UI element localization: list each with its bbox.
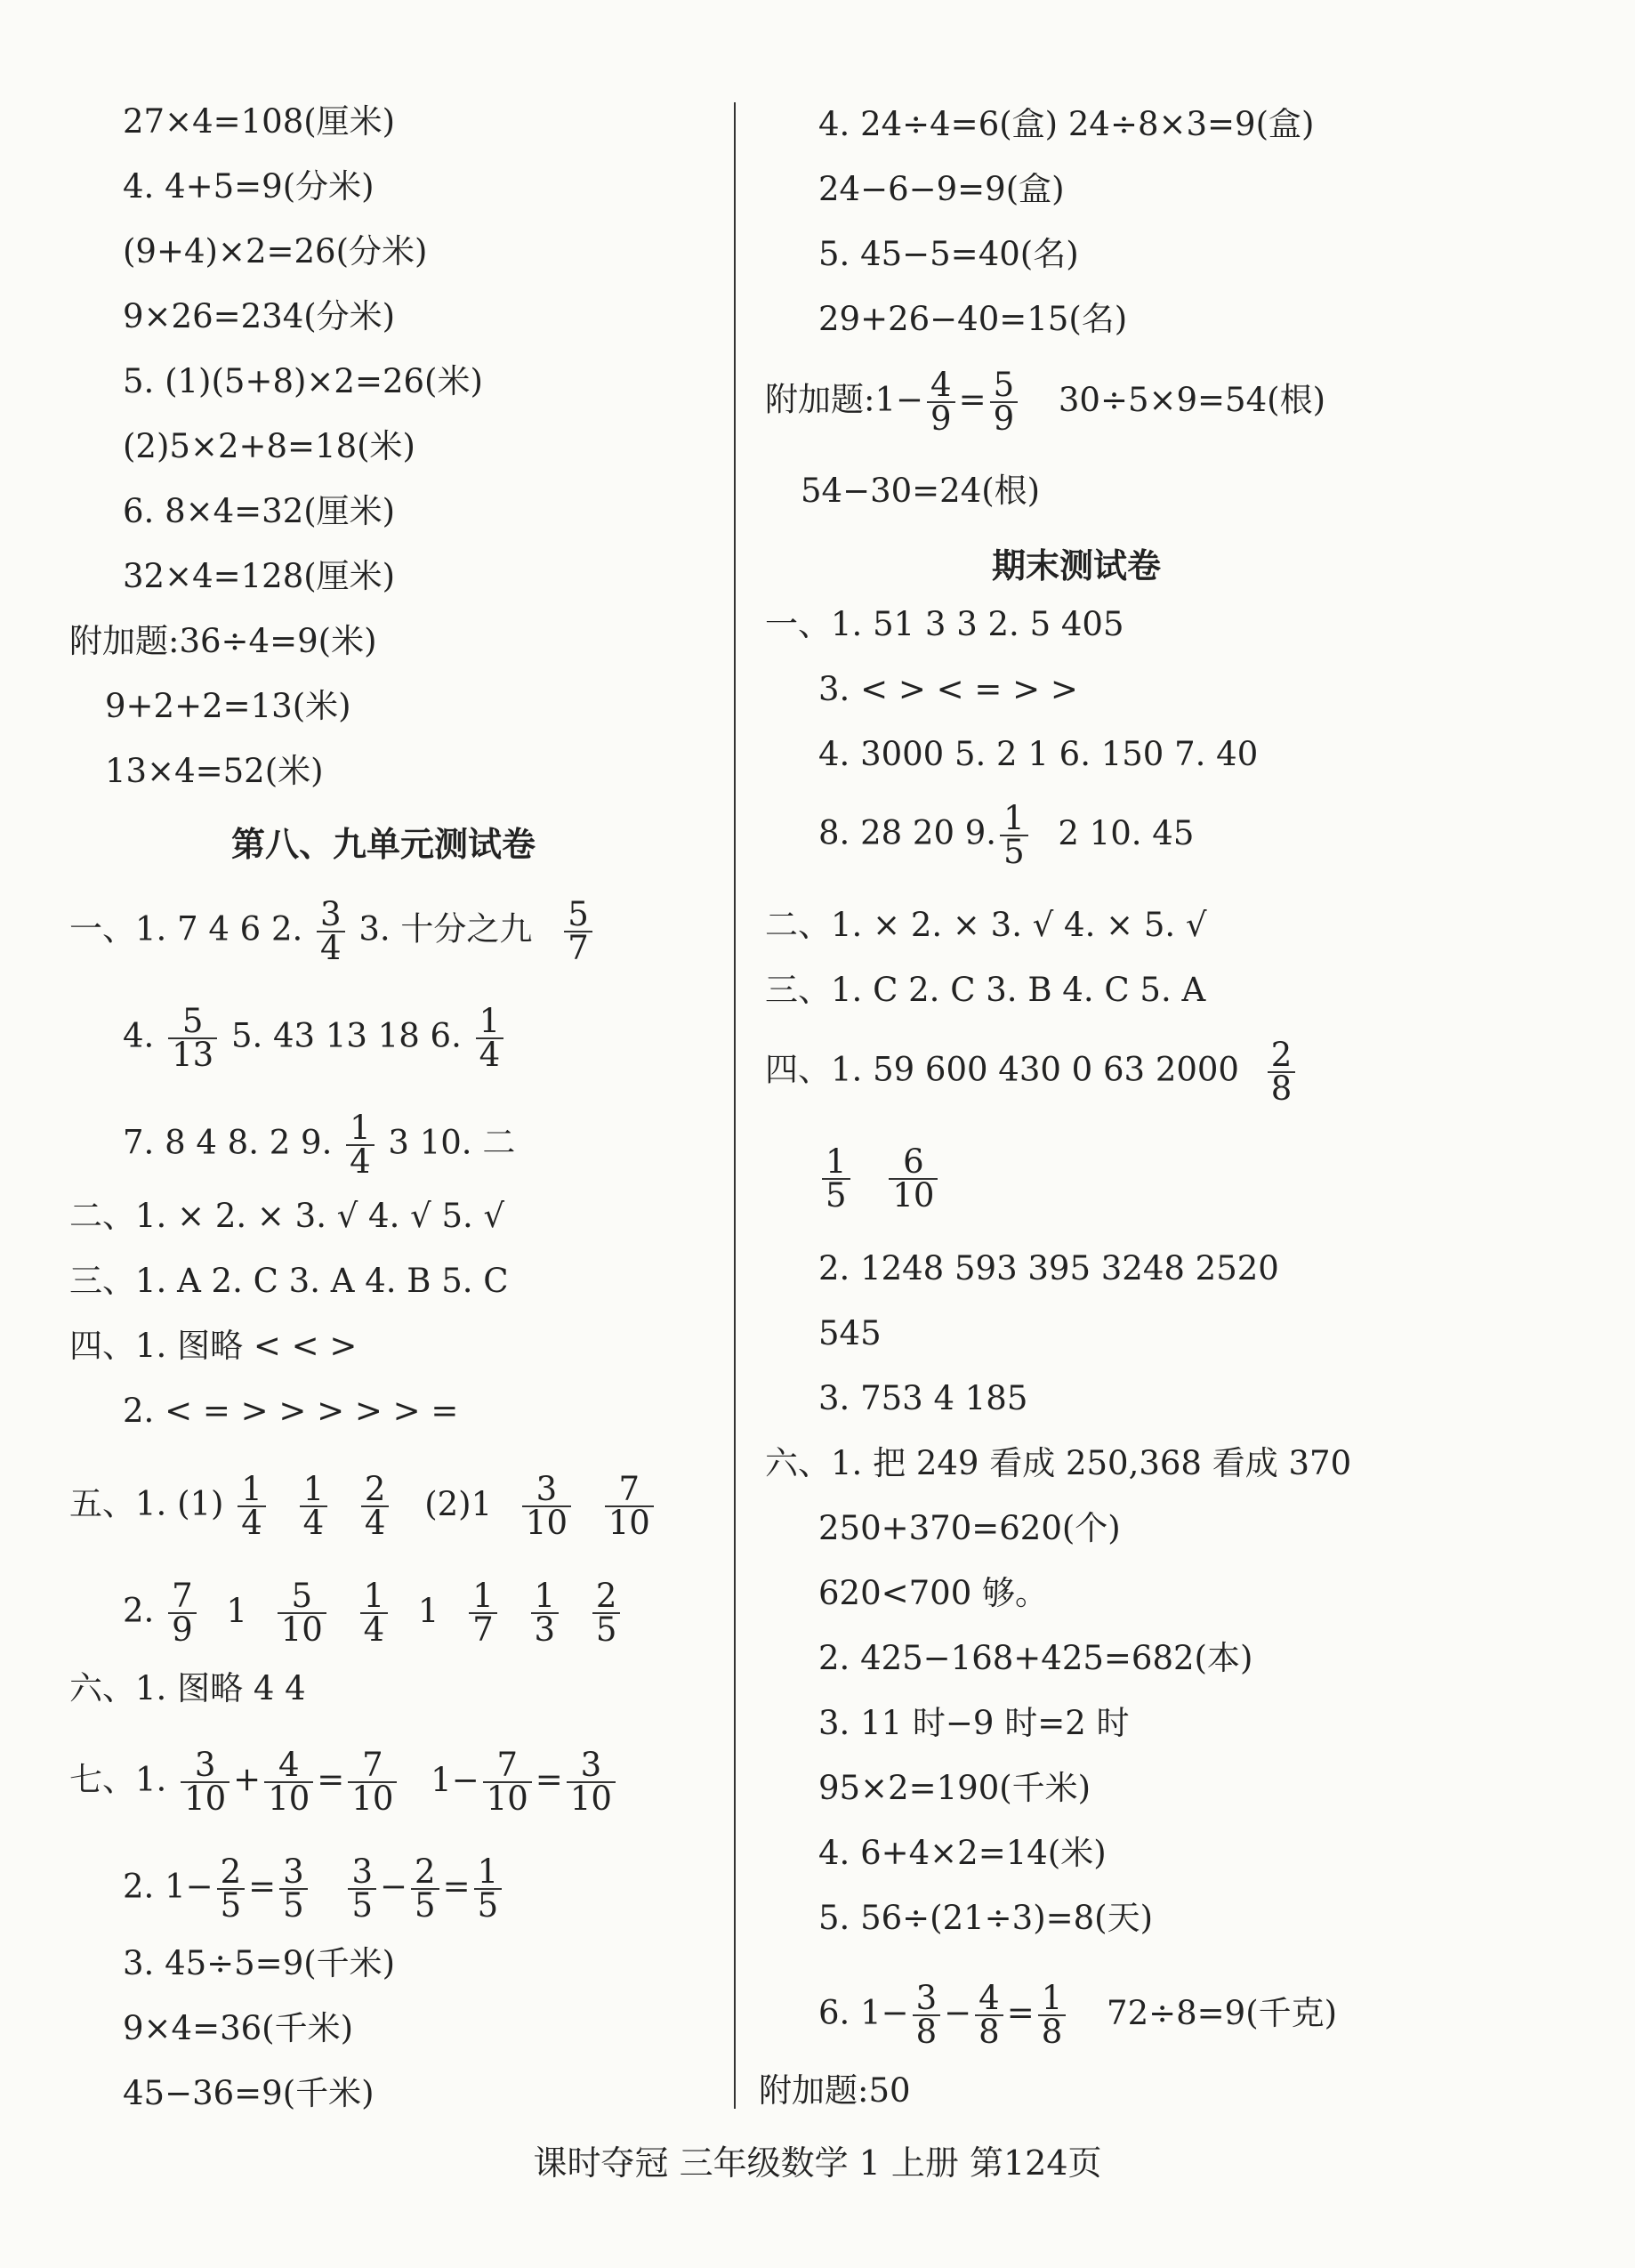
- answer-line: 250+370=620(个): [818, 1509, 1121, 1547]
- answer-line: (2)5×2+8=18(米): [123, 427, 415, 465]
- fraction: $\frac{3}{10}$: [567, 1749, 616, 1815]
- answer-line: 六、1. 把 249 看成 250,368 看成 370: [765, 1444, 1352, 1482]
- answer-line: 4. 4+5=9(分米): [123, 167, 375, 206]
- fraction: $\frac{3}{8}$: [913, 1982, 941, 2048]
- answer-line: 4. 3000 5. 2 1 6. 150 7. 40: [818, 735, 1259, 773]
- fraction: $\frac{7}{10}$: [348, 1749, 397, 1815]
- answer-line: 4. 24÷4=6(盒) 24÷8×3=9(盒): [818, 105, 1315, 143]
- answer-line: 一、1. 7 4 6 2. $\frac{3}{4}$ 3. 十分之九 $\frac{5}{7}$: [69, 899, 596, 965]
- fraction: $\frac{5}{9}$: [990, 369, 1019, 435]
- answer-line: 4. $\frac{5}{13}$ 5. 43 13 18 6. $\frac{1}{4}$: [123, 1005, 507, 1071]
- fraction: $\frac{2}{5}$: [217, 1856, 246, 1922]
- fraction: $\frac{5}{10}$: [278, 1580, 326, 1646]
- bonus-line: 附加题:1− $\frac{4}{9}$ = $\frac{5}{9}$ 30÷5×9=54(根): [765, 366, 1326, 438]
- answer-line: 2. < = > > > > > =: [123, 1392, 459, 1430]
- answer-line: 6. 8×4=32(厘米): [123, 492, 396, 530]
- answer-line: 13×4=52(米): [105, 752, 324, 790]
- fraction: $\frac{1}{4}$: [300, 1473, 328, 1539]
- answer-line: (9+4)×2=26(分米): [123, 232, 428, 270]
- page-footer: 课时夺冠 三年级数学 1 上册 第124页: [533, 2143, 1102, 2183]
- answer-line: 2. 425−168+425=682(本): [818, 1639, 1253, 1677]
- answer-line: 6. 1− $\frac{3}{8}$ − $\frac{4}{8}$ = $\frac{1}{8}$ 72÷8=9(千克): [818, 1979, 1338, 2051]
- answer-line: 3. 753 4 185: [818, 1379, 1028, 1417]
- answer-line: 32×4=128(厘米): [123, 557, 396, 595]
- fraction: $\frac{6}{10}$: [889, 1146, 938, 1212]
- fraction: $\frac{1}{4}$: [360, 1580, 389, 1646]
- fraction: $\frac{1}{3}$: [531, 1580, 560, 1646]
- fraction: $\frac{2}{8}$: [1268, 1039, 1296, 1105]
- answer-line: 545: [818, 1314, 882, 1352]
- answer-line: 3. 11 时−9 时=2 时: [818, 1704, 1130, 1742]
- fraction: $\frac{5}{13}$: [168, 1005, 217, 1071]
- answer-line: 5. 56÷(21÷3)=8(天): [818, 1899, 1154, 1937]
- fraction: $\frac{7}{9}$: [168, 1580, 197, 1646]
- answer-line: 9+2+2=13(米): [105, 687, 351, 725]
- fraction: $\frac{1}{5}$: [1000, 803, 1028, 868]
- fraction: $\frac{1}{7}$: [469, 1580, 497, 1646]
- answer-line: 620<700 够。: [818, 1574, 1049, 1612]
- fraction: $\frac{7}{10}$: [605, 1473, 654, 1539]
- answer-line: 45−36=9(千米): [123, 2074, 375, 2112]
- answer-line: 二、1. × 2. × 3. √ 4. √ 5. √: [69, 1197, 505, 1235]
- answer-line: 三、1. A 2. C 3. A 4. B 5. C: [69, 1262, 509, 1300]
- fraction: $\frac{1}{5}$: [474, 1856, 503, 1922]
- answer-line: 五、1. (1) $\frac{1}{4}$ $\frac{1}{4}$ $\frac{2}{4}$ (2)1 $\frac{3}{10}$ $\frac{7}{10}$: [69, 1473, 657, 1539]
- answer-line: 27×4=108(厘米): [123, 102, 396, 141]
- fraction: $\frac{3}{5}$: [279, 1856, 308, 1922]
- answer-line: 9×26=234(分米): [123, 297, 396, 335]
- fraction: $\frac{3}{4}$: [317, 899, 345, 965]
- fraction: $\frac{1}{8}$: [1038, 1982, 1067, 2048]
- section-title: 第八、九单元测试卷: [231, 825, 536, 864]
- answer-line: 2. $\frac{7}{9}$ 1 $\frac{5}{10}$ $\frac{1}{4}$ 1 $\frac{1}{7}$ $\frac{1}{3}$ $\frac{2}{5}$: [123, 1580, 624, 1646]
- answer-line: 七、1. $\frac{3}{10}$ + $\frac{4}{10}$ = $\frac{7}{10}$ 1− $\frac{7}{10}$ = $\frac{3}{10}$: [69, 1749, 619, 1815]
- answer-line: 3. < > < = > >: [818, 670, 1078, 708]
- answer-line: 一、1. 51 3 3 2. 5 405: [765, 605, 1124, 643]
- answer-line: 24−6−9=9(盒): [818, 170, 1065, 208]
- fraction: $\frac{2}{5}$: [592, 1580, 621, 1646]
- fraction: $\frac{5}{7}$: [564, 899, 592, 965]
- fraction: $\frac{2}{5}$: [411, 1856, 439, 1922]
- fraction: $\frac{1}{4}$: [476, 1005, 504, 1071]
- answer-line: [818, 1142, 941, 1215]
- section-title: 期末测试卷: [992, 546, 1162, 585]
- answer-line: 2. 1− $\frac{2}{5}$ = $\frac{3}{5}$ $\frac{3}{5}$ − $\frac{2}{5}$ = $\frac{1}{5}$: [123, 1856, 505, 1922]
- answer-line: 54−30=24(根): [801, 472, 1041, 510]
- bonus-line: 附加题:36÷4=9(米): [69, 622, 377, 660]
- answer-line: 2. 1248 593 395 3248 2520: [818, 1249, 1279, 1287]
- answer-line: 3. 45÷5=9(千米): [123, 1944, 396, 1982]
- fraction: $\frac{1}{4}$: [346, 1112, 375, 1178]
- answer-line: 四、1. 59 600 430 0 63 2000 $\frac{2}{8}$: [765, 1039, 1299, 1105]
- fraction: $\frac{3}{10}$: [522, 1473, 571, 1539]
- answer-line: 二、1. × 2. × 3. √ 4. × 5. √: [765, 906, 1207, 944]
- fraction: $\frac{7}{10}$: [483, 1749, 532, 1815]
- answer-line: 5. (1)(5+8)×2=26(米): [123, 362, 483, 400]
- fraction: $\frac{3}{5}$: [348, 1856, 376, 1922]
- fraction: $\frac{4}{8}$: [975, 1982, 1003, 2048]
- fraction: $\frac{3}{10}$: [181, 1749, 230, 1815]
- fraction: $\frac{2}{4}$: [361, 1473, 390, 1539]
- fraction: $\frac{1}{5}$: [822, 1146, 850, 1212]
- answer-line: 三、1. C 2. C 3. B 4. C 5. A: [765, 971, 1206, 1009]
- answer-line: 4. 6+4×2=14(米): [818, 1834, 1107, 1872]
- answer-line: 六、1. 图略 4 4: [69, 1669, 306, 1707]
- answer-line: 8. 28 20 9. $\frac{1}{5}$ 2 10. 45: [818, 799, 1195, 871]
- fraction: $\frac{4}{10}$: [264, 1749, 313, 1815]
- answer-line: 9×4=36(千米): [123, 2009, 354, 2047]
- answer-line: 29+26−40=15(名): [818, 300, 1128, 338]
- answer-line: 四、1. 图略 < < >: [69, 1327, 358, 1365]
- column-divider: [734, 102, 736, 2109]
- fraction: $\frac{1}{4}$: [238, 1473, 266, 1539]
- fraction: $\frac{4}{9}$: [927, 369, 955, 435]
- answer-line: 5. 45−5=40(名): [818, 235, 1079, 273]
- bonus-line: 附加题:50: [759, 2071, 911, 2110]
- answer-line: 7. 8 4 8. 2 9. $\frac{1}{4}$ 3 10. 二: [123, 1109, 516, 1181]
- answer-line: 95×2=190(千米): [818, 1769, 1091, 1807]
